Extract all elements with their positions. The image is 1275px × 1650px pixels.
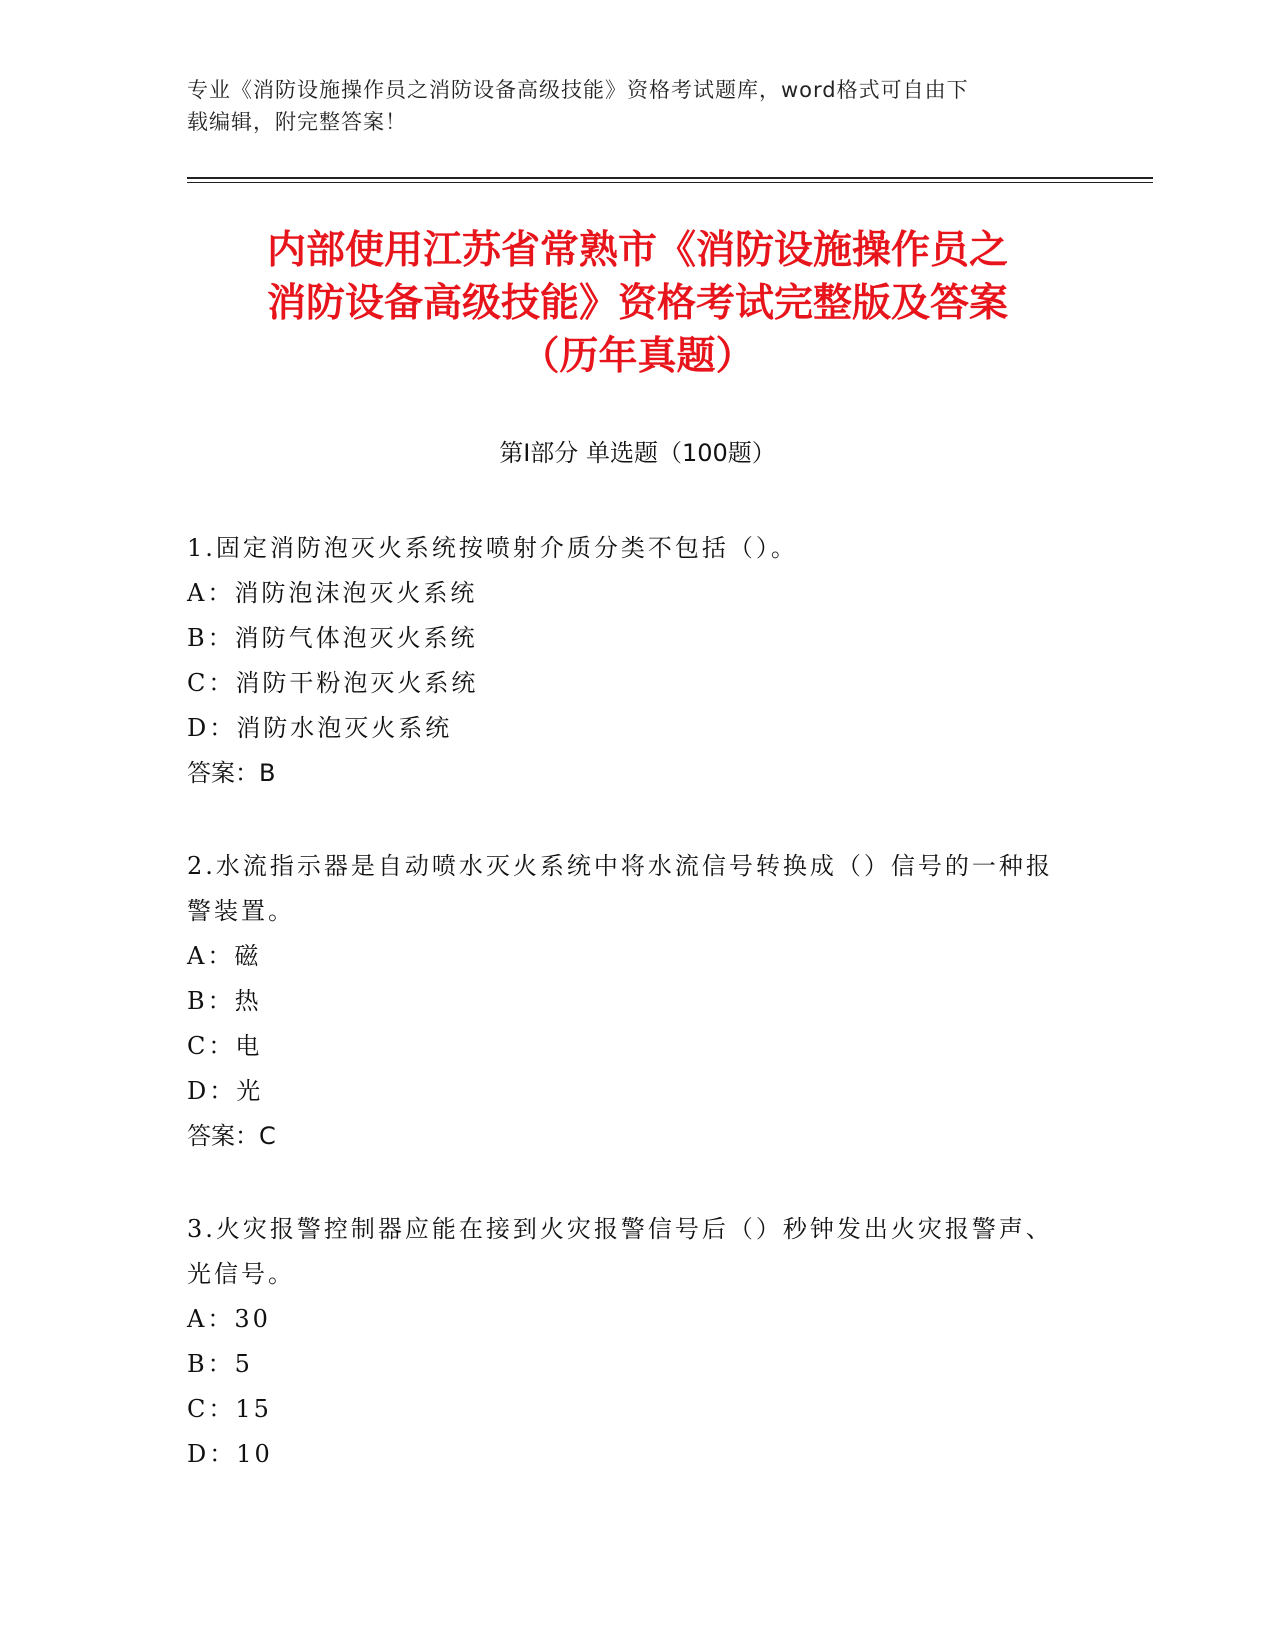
option-c: C：15: [187, 1395, 272, 1423]
answer: 答案：C: [187, 1122, 276, 1150]
option-d: D：光: [187, 1077, 264, 1105]
question-list: [187, 526, 1067, 1525]
option-a: A：30: [187, 1305, 271, 1333]
option-b: B：热: [187, 987, 262, 1015]
header-note-line-1: 专业《消防设施操作员之消防设备高级技能》资格考试题库，word格式可自由下: [187, 78, 969, 102]
option-c: C：电: [187, 1032, 263, 1060]
option-b: B：消防气体泡灭火系统: [187, 624, 478, 652]
header-note: [187, 74, 1067, 138]
option-c: C：消防干粉泡灭火系统: [187, 669, 479, 697]
option-d: D：消防水泡灭火系统: [187, 714, 453, 742]
header-divider-thin: [187, 182, 1153, 183]
option-d: D：10: [187, 1440, 273, 1468]
question-stem: 1.固定消防泡灭火系统按喷射介质分类不包括（）。: [187, 534, 798, 562]
section-heading: 第I部分 单选题（100题）: [499, 439, 776, 467]
document-title-line-2: 消防设备高级技能》资格考试完整版及答案: [266, 281, 1008, 326]
question-3: [187, 1207, 1067, 1477]
option-a: A：磁: [187, 942, 262, 970]
question-2: [187, 844, 1067, 1159]
header-note-line-2: 载编辑，附完整答案！: [187, 110, 407, 134]
document-title-line-3: （历年真题）: [520, 334, 755, 379]
document-title: [130, 224, 1145, 383]
option-a: A：消防泡沫泡灭火系统: [187, 579, 478, 607]
document-title-line-1: 内部使用江苏省常熟市《消防设施操作员之: [266, 228, 1008, 273]
header-divider-thick: [187, 177, 1153, 179]
answer: 答案：B: [187, 759, 276, 787]
question-stem: 3.火灾报警控制器应能在接到火灾报警信号后（）秒钟发出火灾报警声、光信号。: [187, 1215, 1053, 1288]
question-1: [187, 526, 1067, 796]
option-b: B：5: [187, 1350, 253, 1378]
question-stem: 2.水流指示器是自动喷水灭火系统中将水流信号转换成（）信号的一种报警装置。: [187, 852, 1053, 925]
